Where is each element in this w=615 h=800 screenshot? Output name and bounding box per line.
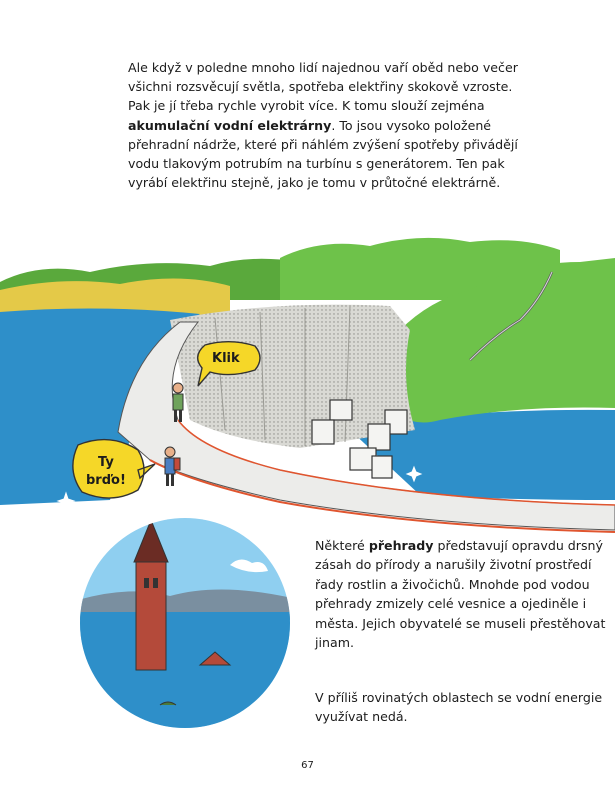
person-upper (173, 383, 183, 422)
intro-paragraph: Ale když v poledne mnoho lidí najednou vaří oběd nebo večer všichni rozsvěcují světla, spotřeba elektřiny skokově vzroste. Pak je jí třeba rychle vyrobit více. K tomu slouží zejména akumulační vodní elektrárny. To jsou vysoko položené přehradní nádrže, které při náhlém zvýšení spotřeby přivádějí vodu tlakovým potrubím na turbínu s generátorem. Ten pak vyrábí elektřinu stejně, jako je tomu v průtočné elektrárně. (128, 60, 518, 191)
side-paragraph: Některé přehrady představují opravdu drsný zásah do přírody a narušily životní prostředí řady rostlin a živočichů. Mnohde pod vodou přehrady zmizely celé vesnice a ojediněle i města. Jejich obyvatelé se museli přestěhovat jinam. (315, 538, 606, 651)
page-number: 67 (301, 760, 314, 771)
bubble-ty-text: Ty (98, 455, 114, 470)
bubble-brdo-text: brďo! (86, 473, 126, 488)
flooded-village-inset (78, 508, 292, 730)
side-paragraph-2: V příliš rovinatých oblastech se vodní energie využívat nedá. (315, 690, 603, 725)
side-highlight: přehrady (368, 538, 434, 553)
bubble-klik-text: Klik (212, 351, 240, 366)
intro-highlight: akumulační vodní elektrárny (128, 117, 332, 133)
